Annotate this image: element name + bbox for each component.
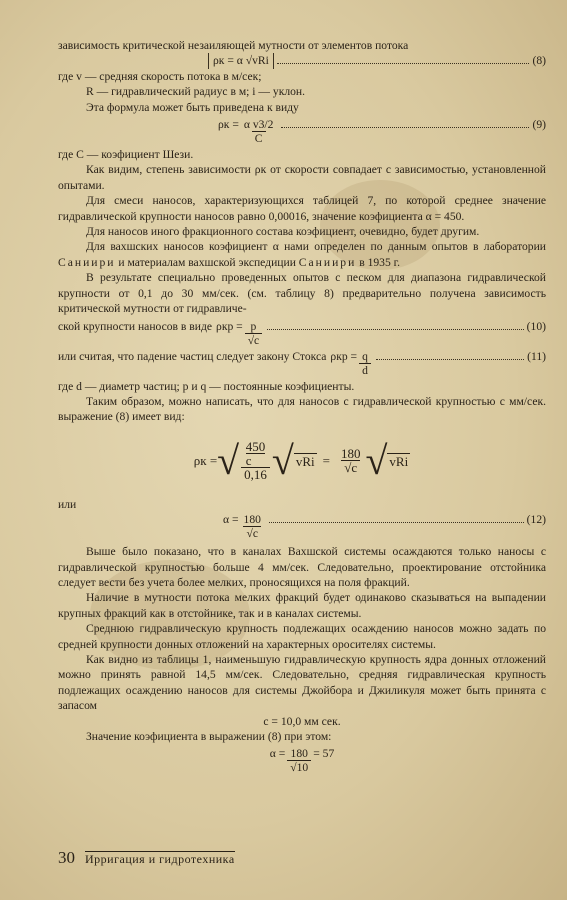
text-line: где v — средняя скорость потока в м/сек; <box>58 69 262 83</box>
text-line: зависимость критической незаиляющей мутности от элементов потока <box>58 39 409 52</box>
equation-8 <box>58 53 546 68</box>
text-line: где d — диаметр частиц; p и q — постоянные коэфициенты. <box>58 379 355 393</box>
equation-fraction <box>241 440 270 481</box>
fraction-denominator: √c <box>341 460 360 474</box>
sqrt-sign: √ <box>271 438 294 484</box>
equation-final <box>58 746 546 774</box>
equation-result: = 57 <box>313 747 335 761</box>
radicand: vRi <box>389 453 409 469</box>
equation-fraction <box>241 118 277 145</box>
paragraph: Для наносов иного фракционного состава коэфициент, очевидно, будет другим. <box>86 225 480 239</box>
text-line: Эта формула может быть приведена к виду <box>86 100 299 114</box>
fraction-numerator <box>243 440 269 467</box>
sqrt-sign: √ <box>365 438 388 484</box>
equation-number: (10) <box>526 319 546 333</box>
leader-dots <box>376 359 524 360</box>
equation-expanded <box>58 429 546 493</box>
numerator-value: 450 <box>245 439 266 455</box>
leader-dots <box>267 329 523 330</box>
equation-lhs: ρкр = <box>216 319 243 333</box>
equation-c: c = 10,0 мм сек. <box>263 714 341 728</box>
fraction-numerator: α v3/2 <box>243 118 274 132</box>
institution-name: Саниири <box>298 255 357 269</box>
equation-number: (12) <box>526 513 546 527</box>
equation-fraction <box>241 513 264 540</box>
equation-12 <box>58 512 546 540</box>
fraction-denominator: 0,16 <box>241 467 270 481</box>
fraction-denominator: √c <box>243 526 261 540</box>
equation-number: (8) <box>532 54 546 68</box>
fraction-numerator: 180 <box>290 747 308 761</box>
equation-lhs: α = <box>223 513 239 527</box>
equation-fraction <box>245 320 263 347</box>
equation-number: (11) <box>527 349 546 363</box>
leader-dots <box>277 63 530 64</box>
paragraph: Среднюю гидравлическую крупность подлежащих осаждению наносов можно задать по средней крупности донных отложений на характерных оросителях системы. <box>58 622 546 651</box>
page-number: 30 <box>58 848 75 867</box>
text-line: или <box>58 497 77 511</box>
paragraph: В результате специально проведенных опытов с песком для диапазона гидравлической крупности от 0,1 до 30 мм/сек. (см. таблицу 8) предварительно получена зависимость критической мутности от гидравличе- <box>58 271 546 316</box>
equation-10 <box>58 319 546 347</box>
paragraph-text: и материалам вахшской экспедиции <box>115 255 299 269</box>
paragraph: Таким образом, можно написать, что для наносов с гидравлической крупностью c мм/сек. выражение (8) имеет вид: <box>58 394 546 424</box>
equals-sign: = <box>322 453 330 469</box>
text-line: Значение коэфициента в выражении (8) при этом: <box>86 730 332 743</box>
equation-fraction <box>287 747 311 774</box>
text-line: или считая, что падение частиц следует закону Стокса <box>58 349 327 363</box>
equation-number: (9) <box>532 118 546 132</box>
equation-lhs: α = <box>269 747 286 761</box>
fraction-denominator: d <box>359 363 371 377</box>
fraction-numerator: 180 <box>340 446 361 462</box>
fraction-numerator: p <box>250 319 257 333</box>
paragraph: Как видно из таблицы 1, наименьшую гидравлическую крупность ядра донных отложений можно принять равной 14,5 мм/сек. Следовательно, средняя гидравлическая крупность подлежащих осаждению наносов для системы Джойбора и Джиликуля может быть принята с запасом <box>58 652 546 713</box>
text-line: где C — коэфициент Шези. <box>58 148 194 162</box>
equation-fraction <box>338 447 364 474</box>
paragraph: Как видим, степень зависимости ρк от скорости совпадает с зависимостью, установленной опытами. <box>58 163 546 192</box>
paragraph: Выше было показано, что в каналах Вахшской системы осаждаются только наносы с гидравлической крупностью больше 4 мм/сек. Следовательно, проектирование отстойника следует вести без учета более мелких, проносящихся на поля фракций. <box>58 545 546 589</box>
fraction-denominator: C <box>252 131 266 145</box>
radicand: vRi <box>295 453 315 469</box>
paragraph-text: в 1935 г. <box>356 255 400 269</box>
paragraph <box>58 239 546 270</box>
sqrt-sign: √ <box>217 438 240 484</box>
institution-name: Саниири <box>58 255 116 269</box>
fraction-numerator: q <box>362 349 368 363</box>
paragraph: Для смеси наносов, характеризующихся таблицей 7, по которой среднее значение гидравлической крупности наносов равно 0,00016, значение коэфициента α = 450. <box>58 194 546 223</box>
page-footer <box>58 848 546 868</box>
text-line: ской крупности наносов в виде <box>58 319 213 333</box>
journal-title: Ирригация и гидротехника <box>85 852 235 866</box>
equation-fraction <box>359 350 371 377</box>
equation-9 <box>58 117 546 145</box>
paragraph: Наличие в мутности потока мелких фракций будет одинаково сказываться на выпадении крупных фракций как в отстойнике, так и в каналах системы. <box>58 591 546 620</box>
article-body <box>58 38 546 774</box>
equation-lhs: ρкр = <box>330 349 358 363</box>
equation-lhs: ρк = <box>193 453 218 469</box>
equation-formula: ρк = α √vRi <box>208 53 274 68</box>
equation-11 <box>58 349 546 377</box>
equation-lhs: ρк = <box>218 118 239 132</box>
fraction-numerator: 180 <box>243 513 261 527</box>
leader-dots <box>281 127 529 128</box>
leader-dots <box>269 522 524 523</box>
fraction-denominator: √10 <box>287 760 311 774</box>
text-line: R — гидравлический радиус в м; i — уклон. <box>86 85 306 99</box>
paragraph-text: Для вахшских наносов коэфициент α нами определен по данным опытов в лаборатории <box>86 240 546 254</box>
fraction-denominator: √c <box>245 333 263 347</box>
numerator-variable: c <box>246 453 266 467</box>
